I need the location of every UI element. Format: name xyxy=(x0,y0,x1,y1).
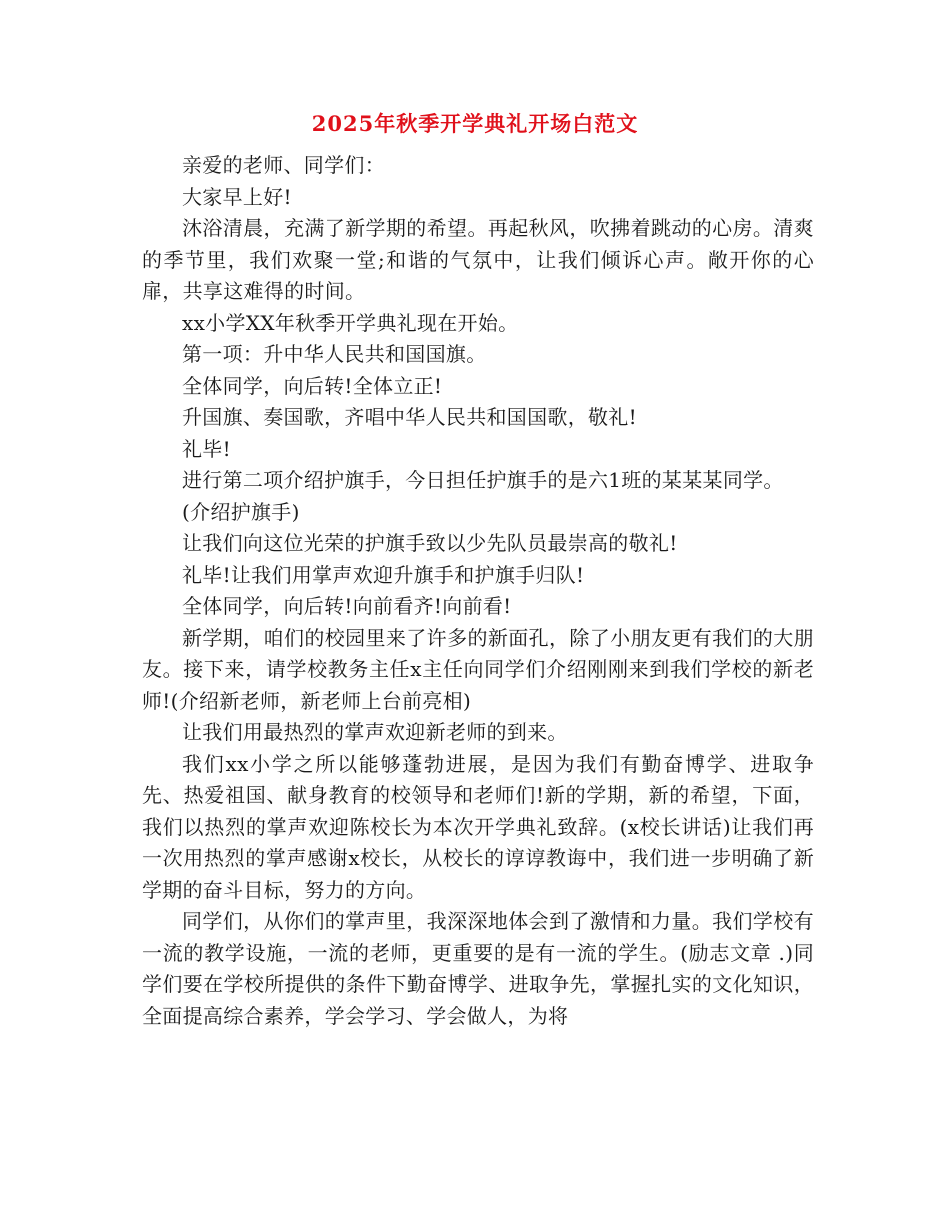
paragraph: 升国旗、奏国歌，齐唱中华人民共和国国歌，敬礼! xyxy=(182,405,637,429)
paragraph: 新学期，咱们的校园里来了许多的新面孔，除了小朋友更有我们的大朋友。接下来，请学校教务主任x主任向同学们介绍刚刚来到我们学校的新老师!(介绍新老师，新老师上台前亮相) xyxy=(142,625,814,713)
paragraph: 全体同学，向后转!全体立正! xyxy=(182,373,443,398)
document-title: 2025年秋季开学典礼开场白范文 xyxy=(311,111,639,136)
paragraph: xx小学XX年秋季开学典礼现在开始。 xyxy=(182,310,519,335)
paragraph: 亲爱的老师、同学们： xyxy=(182,153,385,177)
paragraph: 全体同学，向后转!向前看齐!向前看! xyxy=(182,594,512,618)
paragraph: 沐浴清晨，充满了新学期的希望。再起秋风，吹拂着跳动的心房。清爽的季节里，我们欢聚一堂;和谐的气氛中，让我们倾诉心声。敞开你的心扉，共享这难得的时间。 xyxy=(142,216,814,303)
paragraph: 进行第二项介绍护旗手，今日担任护旗手的是六1班的某某某同学。 xyxy=(182,468,784,492)
paragraph: 同学们，从你们的掌声里，我深深地体会到了激情和力量。我们学校有一流的教学设施，一流的老师，更重要的是有一流的学生。(励志文章 .)同学们要在学校所提供的条件下勤奋博学、进取争先，掌握扎实的文化知识，全面提高综合素养，学会学习、学会做人，为将 xyxy=(142,909,814,1028)
paragraph: 大家早上好! xyxy=(182,184,292,209)
paragraph: 第一项：升中华人民共和国国旗。 xyxy=(182,342,487,366)
paragraph: 让我们用最热烈的掌声欢迎新老师的到来。 xyxy=(182,720,568,744)
paragraph: (介绍护旗手) xyxy=(182,499,300,524)
paragraph: 我们xx小学之所以能够蓬勃进展，是因为我们有勤奋博学、进取争先、热爱祖国、献身教育的校领导和老师们!新的学期，新的希望，下面，我们以热烈的掌声欢迎陈校长为本次开学典礼致辞。(x校长讲话)让我们再一次用热烈的掌声感谢x校长，从校长的谆谆教诲中，我们进一步明确了新学期的奋斗目标，努力的方向。 xyxy=(142,751,814,902)
paragraph: 礼毕! xyxy=(182,436,231,461)
paragraph: 礼毕!让我们用掌声欢迎升旗手和护旗手归队! xyxy=(182,562,585,587)
paragraph: 让我们向这位光荣的护旗手致以少先队员最崇高的敬礼! xyxy=(182,531,678,555)
document-body xyxy=(142,150,814,1032)
